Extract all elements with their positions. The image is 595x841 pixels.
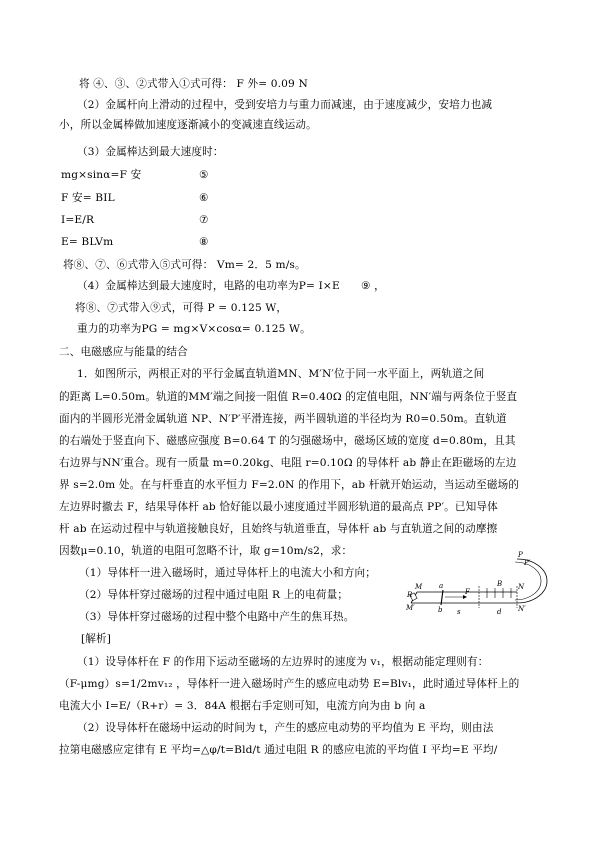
semicircle-track-inner bbox=[515, 562, 541, 600]
label-B: B bbox=[497, 580, 503, 588]
text-line: 将 ④、③、②式带入①式可得： F 外= 0.09 N bbox=[79, 78, 308, 90]
label-R: R bbox=[407, 591, 413, 599]
text-line: （1）设导体杆在 F 的作用下运动至磁场的左边界时的速度为 v₁，根据动能定理则有： bbox=[77, 656, 489, 668]
text-line: 左边界时撤去 F，结果导体杆 ab 恰好能以最小速度通过半圆形轨道的最高点 PP′。已知导体 bbox=[59, 501, 498, 513]
equation: mg×sinα=F 安 bbox=[61, 169, 142, 181]
text-line: （2）设导体杆在磁场中运动的时间为 t，产生的感应电动势的平均值为 E 平均，则由法 bbox=[77, 722, 494, 734]
text-line: 右边界与NN′重合。现有一质量 m=0.20kg、电阻 r=0.10Ω 的导体杆 ab 静止在距磁场的左边 bbox=[59, 457, 517, 469]
equation-number: ⑧ bbox=[199, 236, 209, 248]
text-line: 杆 ab 在运动过程中与轨道接触良好，且始终与轨道垂直，导体杆 ab 与直轨道之间的动摩擦 bbox=[59, 523, 498, 535]
equation-number: ⑤ bbox=[199, 169, 209, 181]
equation-number: ⑦ bbox=[199, 214, 209, 226]
text-line: 界 s=2.0m 处。在与杆垂直的水平恒力 F=2.0N 的作用下，ab 杆就开始运动，当运动至磁场的 bbox=[59, 479, 520, 491]
equation-number: ⑨ ， bbox=[361, 280, 385, 292]
text-line: （2）金属杆向上滑动的过程中，受到安培力与重力而减速，由于速度减少，安培力也减 bbox=[77, 99, 493, 111]
label-P: P bbox=[518, 551, 523, 559]
text-line: 的距离 L=0.50m。轨道的MM′端之间接一阻值 R=0.40Ω 的定值电阻，NN′端与两条位于竖直 bbox=[59, 391, 518, 403]
label-M: M bbox=[415, 583, 423, 591]
label-N: N bbox=[518, 583, 525, 591]
text-line: 1．如图所示，两根正对的平行金属直轨道MN、M′N′位于同一水平面上，两轨道之间 bbox=[77, 368, 485, 380]
label-d: d bbox=[497, 608, 502, 616]
equation: I=E/R bbox=[61, 214, 95, 226]
text-line: 将⑧、⑦、⑥式带入⑤式可得： Vm= 2．5 m/s。 bbox=[63, 259, 306, 271]
label-a: a bbox=[439, 582, 444, 590]
label-b: b bbox=[438, 606, 443, 614]
text-line: （3）金属棒达到最大速度时： bbox=[77, 146, 224, 158]
analysis-heading: [解析] bbox=[81, 633, 112, 645]
equation: F 安= BIL bbox=[61, 192, 115, 204]
section-heading: 二、电磁感应与能量的结合 bbox=[59, 346, 188, 358]
label-s: s bbox=[457, 608, 461, 616]
text-line: 拉第电磁感应定律有 E 平均=△φ/t=Bld/t 通过电阻 R 的感应电流的平均值 I 平均=E 平均/ bbox=[59, 744, 498, 756]
equation: E= BLVm bbox=[61, 236, 114, 248]
text-line: 重力的功率为PG = mg×V×cosα= 0.125 W。 bbox=[77, 323, 311, 335]
text-line: 将⑧、⑦式带入⑨式，可得 P = 0.125 W， bbox=[75, 302, 288, 314]
semicircle-track bbox=[517, 559, 547, 603]
equation-number: ⑥ bbox=[199, 192, 209, 204]
question-item: （2）导体杆穿过磁场的过程中通过电阻 R 上的电荷量； bbox=[79, 589, 349, 601]
text-line: 的右端处于竖直向下、磁感应强度 B=0.64 T 的匀强磁场中，磁场区域的宽度 d=0.80m，且其 bbox=[59, 435, 516, 447]
label-M-prime: M′ bbox=[406, 604, 415, 612]
text-line: 电流大小 I=E/（R+r）= 3．84A 根据右手定则可知，电流方向为由 b 向 a bbox=[59, 700, 426, 712]
text-line: （4）金属棒达到最大速度时，电路的电功率为P= I×E bbox=[77, 280, 340, 292]
question-item: （3）导体杆穿过磁场的过程中整个电路中产生的焦耳热。 bbox=[79, 611, 355, 623]
label-F: F bbox=[465, 588, 470, 596]
text-line: （F-μmg）s=1/2mv₁₂ ，导体杆一进入磁场时产生的感应电动势 E=Blv₁，此时通过导体杆上的 bbox=[59, 678, 520, 690]
text-line: 面内的半圆形光滑金属轨道 NP、N′P′平滑连接，两半圆轨道的半径均为 R0=0.50m。直轨道 bbox=[59, 413, 507, 425]
question-item: （1）导体杆一进入磁场时，通过导体杆上的电流大小和方向； bbox=[79, 567, 376, 579]
rail-diagram bbox=[405, 548, 565, 626]
text-line: 小，所以金属棒做加速度逐渐减小的变减速直线运动。 bbox=[59, 119, 317, 131]
label-N-prime: N′ bbox=[518, 605, 526, 613]
text-line: 因数μ=0.10，轨道的电阻可忽略不计，取 g=10m/s2，求： bbox=[59, 545, 353, 557]
label-P-prime: P′ bbox=[524, 559, 531, 567]
